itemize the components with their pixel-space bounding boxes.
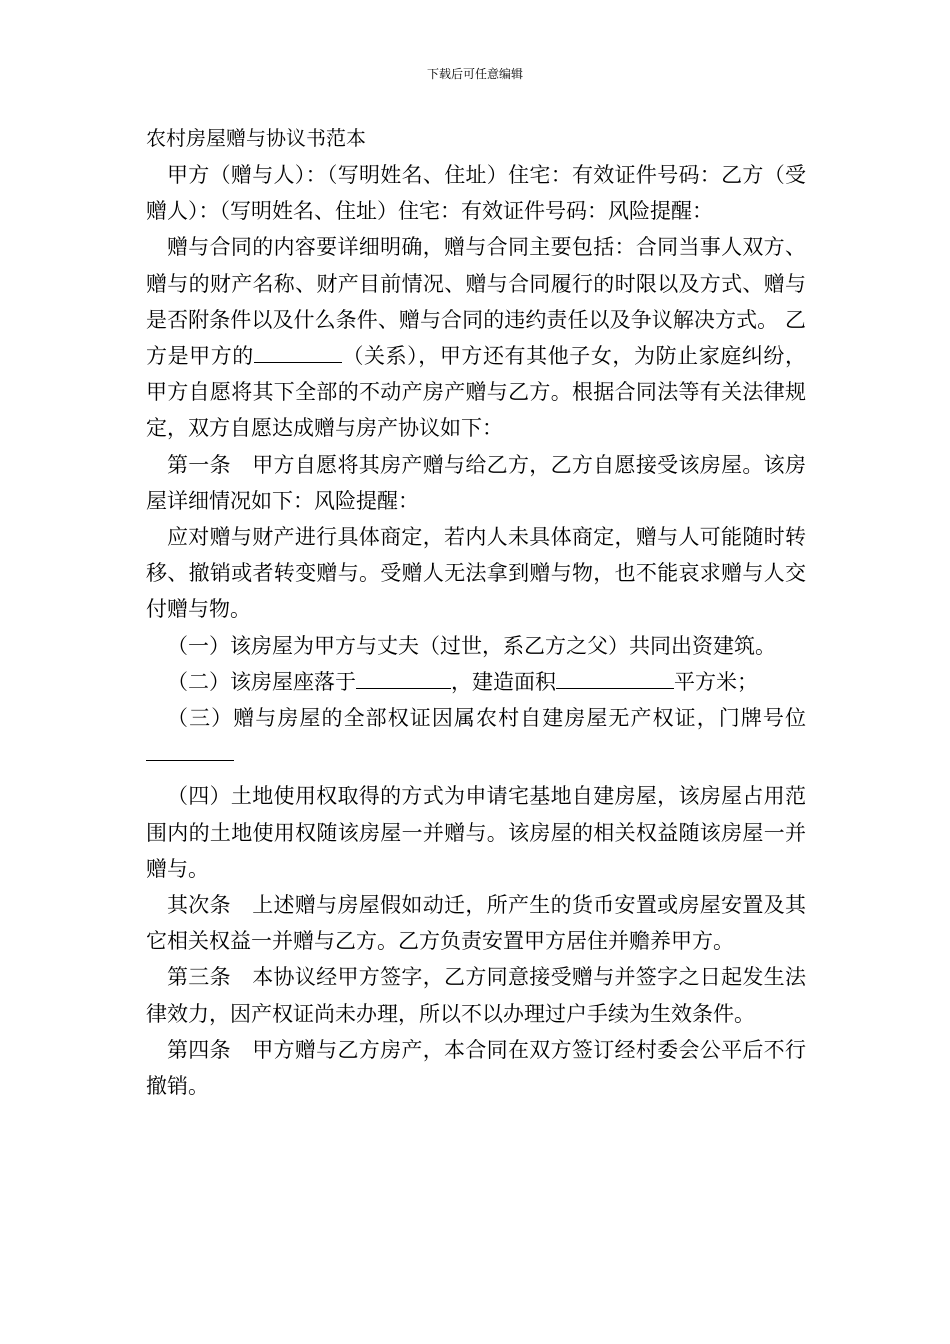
paragraph-article-1: 第一条 甲方自愿将其房产赠与给乙方，乙方自愿接受该房屋。该房屋详细情况如下：风险提醒： (146, 452, 806, 513)
paragraph-article-3: 第三条 本协议经甲方签字，乙方同意接受赠与并签字之日起发生法律效力，因产权证尚未办理，所以不以办理过户手续为生效条件。 (146, 965, 806, 1026)
clause-4: （四）土地使用权取得的方式为申请宅基地自建房屋，该房屋占用范围内的土地使用权随该房屋一并赠与。该房屋的相关权益随该房屋一并赠与。 (146, 784, 806, 881)
clause-2-unit: 平方米； (674, 669, 758, 694)
paragraph-article-4: 第四条 甲方赠与乙方房产，本合同在双方签订经村委会公平后不行撤销。 (146, 1037, 806, 1099)
paragraph-contract-content (146, 229, 806, 446)
paragraph-article-2: 其次条 上述赠与房屋假如动迁，所产生的货币安置或房屋安置及其它相关权益一并赠与乙方。乙方负责安置甲方居住并赡养甲方。 (146, 893, 806, 954)
house-number-blank[interactable] (146, 738, 234, 761)
clause-3 (146, 700, 806, 772)
location-blank[interactable] (356, 666, 451, 689)
document-title: 农村房屋赠与协议书范本 (146, 126, 366, 150)
clause-2 (146, 664, 806, 700)
clause-2-location-label: （二）该房屋座落于 (167, 669, 356, 694)
paragraph-relationship-text: （关系），甲方还有其他子女，为防止家庭纠纷，甲方自愿将其下全部的不动产房产赠与乙方。根据合同法等有关法律规定，双方自愿达成赠与房产协议如下： (146, 344, 807, 441)
paragraph-risk-note: 应对赠与财产进行具体商定，若内人未具体商定，赠与人可能随时转移、撤销或者转变赠与。受赠人无法拿到赠与物，也不能哀求赠与人交付赠与物。 (146, 525, 806, 622)
header-note: 下载后可任意编辑 (426, 67, 523, 81)
relationship-blank[interactable] (254, 340, 342, 363)
clause-1: （一）该房屋为甲方与丈夫（过世，系乙方之父）共同出资建筑。 (167, 633, 776, 658)
paragraph-parties: 甲方（赠与人）：（写明姓名、住址）住宅：有效证件号码：乙方（受赠人）：（写明姓名、住址）住宅：有效证件号码：风险提醒： (146, 163, 806, 224)
document-body (146, 157, 806, 1104)
area-blank[interactable] (556, 666, 674, 689)
paragraph-contract-content-text: 赠与合同的内容要详细明确，赠与合同主要包括：合同当事人双方、赠与的财产名称、财产目前情况、赠与合同履行的时限以及方式、赠与是否附条件以及什么条件、赠与合同的违约责任以及争议解决方式。 乙方是甲方的 (146, 235, 806, 369)
clause-2-area-label: ，建造面积 (451, 669, 556, 694)
clause-3-text: （三）赠与房屋的全部权证因属农村自建房屋无产权证，门牌号位 (167, 706, 806, 731)
